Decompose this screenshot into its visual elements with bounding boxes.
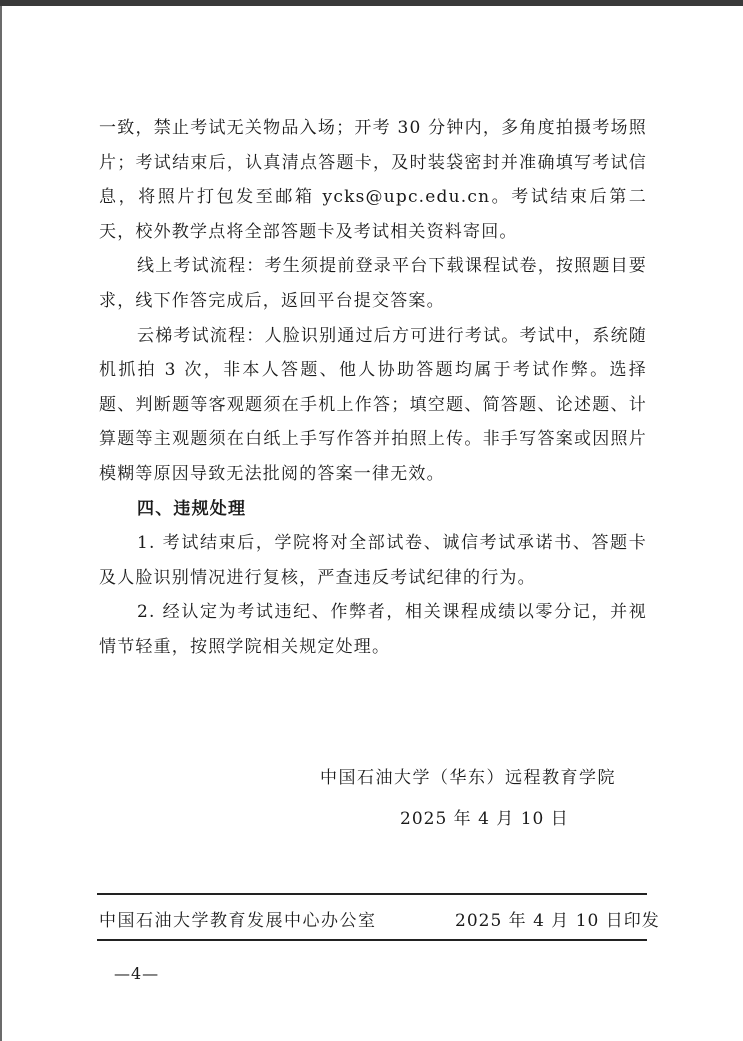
paragraph-violation-penalty: 2. 经认定为考试违纪、作弊者，相关课程成绩以零分记，并视情节轻重，按照学院相关规定处理。 xyxy=(99,602,647,657)
paragraph-yunti-exam-process: 云梯考试流程：人脸识别通过后方可进行考试。考试中，系统随机抓拍 3 次，非本人答题、他人协助答题均属于考试作弊。选择题、判断题等客观题须在手机上作答；填空题、简答题、论述题、计算题等主观题须在白纸上手写作答并拍照上传。非手写答案或因照片模糊等原因导致无法批阅的答案一律无效。 xyxy=(99,325,647,484)
footer-issuing-office: 中国石油大学教育发展中心办公室 xyxy=(99,911,377,931)
signature-organization: 中国石油大学（华东）远程教育学院 xyxy=(320,768,616,788)
page-left-edge xyxy=(0,6,2,1041)
paragraph-online-exam-process: 线上考试流程：考生须提前登录平台下载课程试卷，按照题目要求，线下作答完成后，返回平台提交答案。 xyxy=(99,256,647,311)
window-top-bar xyxy=(0,0,743,6)
footer-print-date: 2025 年 4 月 10 日印发 xyxy=(455,911,660,931)
paragraph-exam-venue-continued: 一致，禁止考试无关物品入场；开考 30 分钟内，多角度拍摄考场照片；考试结束后，认真清点答题卡，及时装袋密封并准确填写考试信息，将照片打包发至邮箱 ycks@upc.edu.cn。考试结束后第二天，校外教学点将全部答题卡及考试相关资料寄回。 xyxy=(99,118,647,242)
paragraph-violation-review: 1. 考试结束后，学院将对全部试卷、诚信考试承诺书、答题卡及人脸识别情况进行复核，严查违反考试纪律的行为。 xyxy=(99,533,647,588)
footer-bottom-rule xyxy=(97,939,647,941)
document-body xyxy=(99,111,647,665)
footer-top-rule xyxy=(97,893,647,895)
signature-date: 2025 年 4 月 10 日 xyxy=(400,809,569,829)
page-number: —4— xyxy=(114,964,160,983)
section-heading-violations: 四、违规处理 xyxy=(137,498,247,519)
